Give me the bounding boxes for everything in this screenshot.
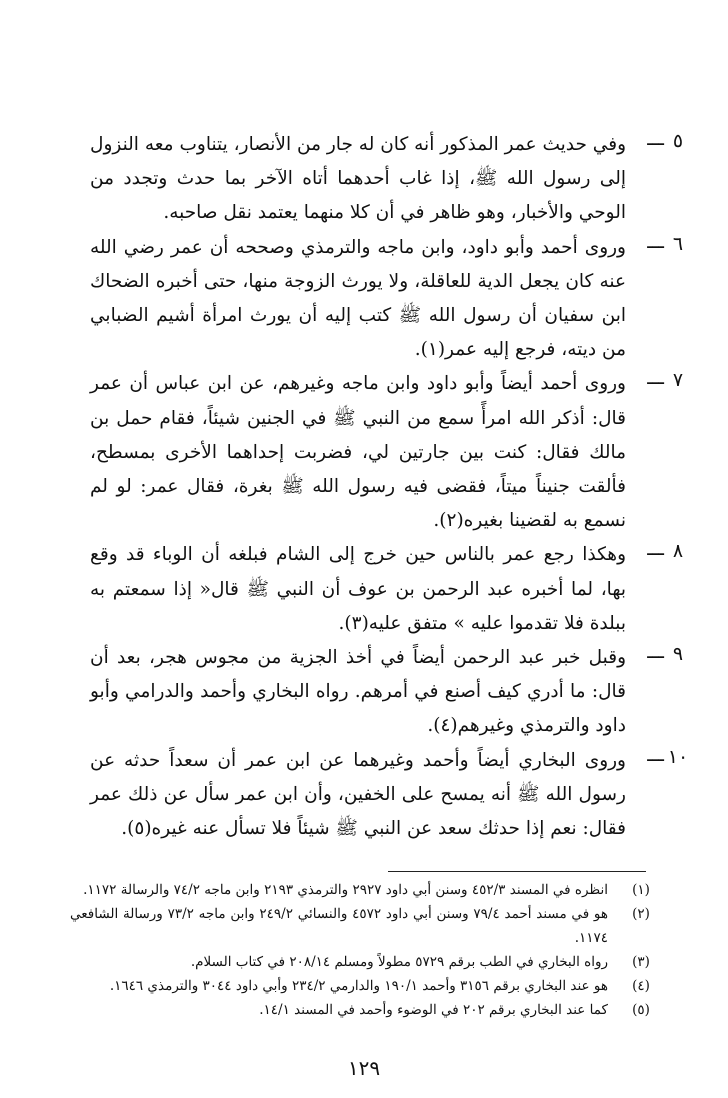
- paragraph-dash: ـــ: [647, 538, 664, 561]
- footnote-text: هو عند البخاري برقم ٣١٥٦ وأحمد ١٩٠/١ والدارمي ٢٣٤/٢ وأبي داود ٣٠٤٤ والترمذي ١٦٤٦.: [109, 978, 608, 994]
- paragraph-text: وقبل خبر عبد الرحمن أيضاً في أخذ الجزية من مجوس هجر، بعد أن قال: ما أدري كيف أصنع في أمرهم. رواه البخاري وأحمد والدرامي وأبو داود والترمذي وغيرهم(٤).: [90, 647, 626, 737]
- page-number: ١٢٩: [347, 1056, 381, 1080]
- paragraph-item: [90, 743, 689, 847]
- footnote-marker: (٥): [632, 1002, 650, 1018]
- paragraph-dash: ـــ: [647, 230, 664, 253]
- footnote: [70, 950, 656, 974]
- paragraph-dash: ـــ: [647, 641, 664, 664]
- footnote-marker: (١): [632, 882, 650, 898]
- footnote: [70, 878, 656, 902]
- paragraph-text: وفي حديث عمر المذكور أنه كان له جار من الأنصار، يتناوب معه النزول إلى رسول الله ﷺ، إذا غاب أحدهما أتاه الآخر بما حدث وتجدد من الوحي والأخبار، وهو ظاهر في أن كلا منهما يعتمد نقل صاحبه.: [90, 134, 626, 224]
- footnote-text: رواه البخاري في الطب برقم ٥٧٢٩ مطولاً ومسلم ٢٠٨/١٤ في كتاب السلام.: [190, 954, 608, 970]
- paragraph-item: [90, 128, 684, 231]
- footnote: [70, 998, 656, 1022]
- paragraph-item: [90, 230, 684, 368]
- footnote-marker: (٢): [632, 906, 650, 922]
- paragraph-number: ٨: [672, 540, 684, 563]
- paragraph-item: [90, 641, 684, 744]
- footnote-text: هو في مسند أحمد ٧٩/٤ وسنن أبي داود ٤٥٧٢ والنسائي ٢٤٩/٢ وابن ماجه ٧٣/٢ ورسالة الشافعي ١١٧٤.: [70, 906, 608, 946]
- paragraph-text: وروى البخاري أيضاً وأحمد وغيرهما عن ابن عمر أن سعداً حدثه عن رسول الله ﷺ أنه يمسح على الخفين، وأن ابن عمر سأل عن ذلك عمر فقال: نعم إذا حدثك سعد عن النبي ﷺ شيئاً فلا تسأل عنه غيره(٥).: [90, 749, 626, 840]
- footnote: [70, 974, 656, 998]
- paragraph-text: وروى أحمد أيضاً وأبو داود وابن ماجه وغيرهم، عن ابن عباس أن عمر قال: أذكر الله امرأً سمع من النبي ﷺ في الجنين شيئاً، فقام حمل بن مالك فقال: كنت بين جارتين لي، فضربت إحداهما الأخرى بمسطح، فألقت جنيناً ميتاً، فقضى فيه رسول الله ﷺ بغرة، فقال عمر: لو لم نسمع به لقضينا بغيره(٢).: [90, 373, 626, 532]
- footnote-marker: (٤): [632, 978, 650, 994]
- numbered-paragraphs: [90, 128, 689, 846]
- footnote-text: انظره في المسند ٤٥٢/٣ وسنن أبي داود ٢٩٢٧ والترمذي ٢١٩٣ وابن ماجه ٧٤/٢ والرسالة ١١٧٢.: [83, 882, 608, 898]
- paragraph-item: [90, 367, 684, 538]
- paragraph-item: [90, 538, 684, 641]
- footnotes: [70, 878, 656, 1022]
- paragraph-number: ١٠: [667, 745, 689, 768]
- paragraph-dash: ـــ: [647, 128, 664, 150]
- paragraph-number: ٩: [672, 643, 684, 666]
- paragraph-text: وهكذا رجع عمر بالناس حين خرج إلى الشام فبلغه أن الوباء قد وقع بها، لما أخبره عبد الرحمن بن عوف أن النبي ﷺ قال« إذا سمعتم به ببلدة فلا تقدموا عليه » متفق عليه(٣).: [90, 544, 626, 634]
- footnote-marker: (٣): [632, 954, 650, 970]
- paragraph-number: ٥: [672, 130, 684, 152]
- paragraph-dash: ـــ: [647, 367, 664, 390]
- footnote-divider: [388, 871, 646, 872]
- paragraph-dash: ـــ: [647, 743, 664, 766]
- paragraph-number: ٦: [672, 232, 684, 255]
- paragraph-number: ٧: [672, 369, 684, 392]
- paragraph-text: وروى أحمد وأبو داود، وابن ماجه والترمذي وصححه أن عمر رضي الله عنه كان يجعل الدية للعاقلة، ولا يورث الزوجة منها، حتى أخبره الضحاك ابن سفيان أن رسول الله ﷺ كتب إليه أن يورث امرأة أشيم الضبابي من ديته، فرجع إليه عمر(١).: [90, 236, 626, 361]
- footnote: [70, 902, 656, 950]
- footnote-text: كما عند البخاري برقم ٢٠٢ في الوضوء وأحمد في المسند ١٤/١.: [259, 1002, 608, 1018]
